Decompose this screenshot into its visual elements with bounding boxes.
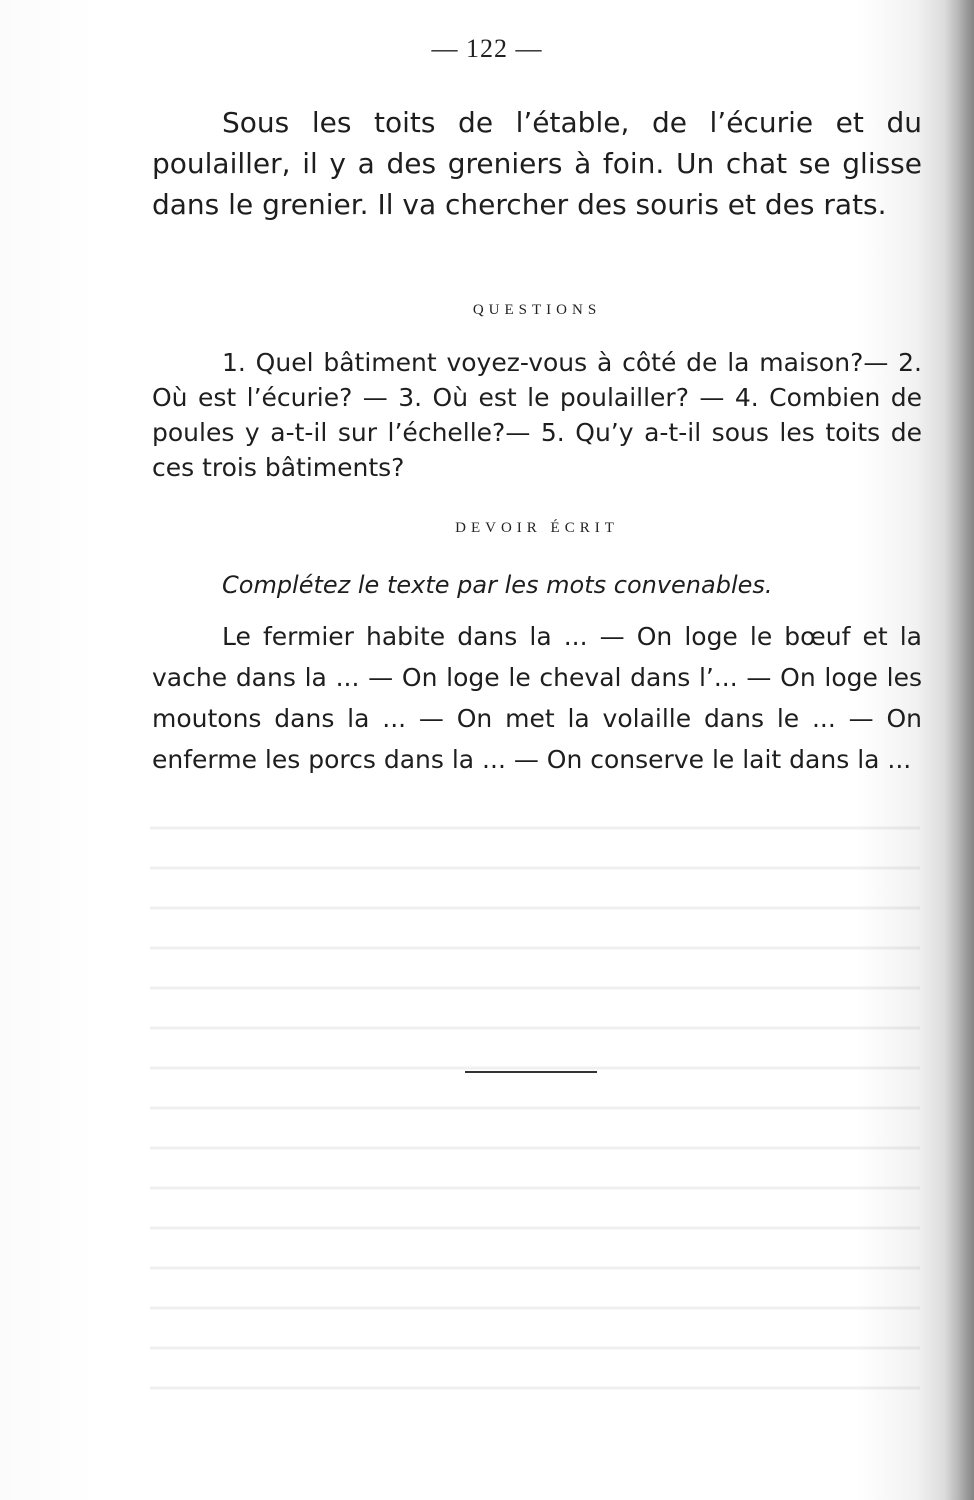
binding-shadow	[944, 0, 974, 1500]
page-number: — 122 —	[431, 34, 543, 63]
section-divider	[465, 1071, 597, 1073]
questions-heading: QUESTIONS	[472, 302, 602, 318]
devoir-instruction: Complétez le texte par les mots convenables.	[222, 571, 773, 599]
questions-text: 1. Quel bâtiment voyez-vous à côté de la maison?— 2. Où est l’écurie? — 3. Où est le poulailler? — 4. Combien de poules y a-t-il sur l’échelle?— 5. Qu’y a-t-il sous les toits de ces trois bâtiments?	[152, 348, 922, 482]
devoir-text: Le fermier habite dans la ... — On loge le bœuf et la vache dans la ... — On loge le cheval dans l’... — On loge les moutons dans la ... — On met la volaille dans le ... — On enferme les porcs dans la ... — On conserve le lait dans la ...	[152, 622, 922, 774]
main-paragraph: Sous les toits de l’étable, de l’écurie et du poulailler, il y a des greniers à foin. Un chat se glisse dans le grenier. Il va chercher des souris et des rats.	[152, 106, 922, 221]
bleed-through-texture	[150, 800, 920, 1420]
devoir-heading: DEVOIR ÉCRIT	[455, 520, 619, 536]
